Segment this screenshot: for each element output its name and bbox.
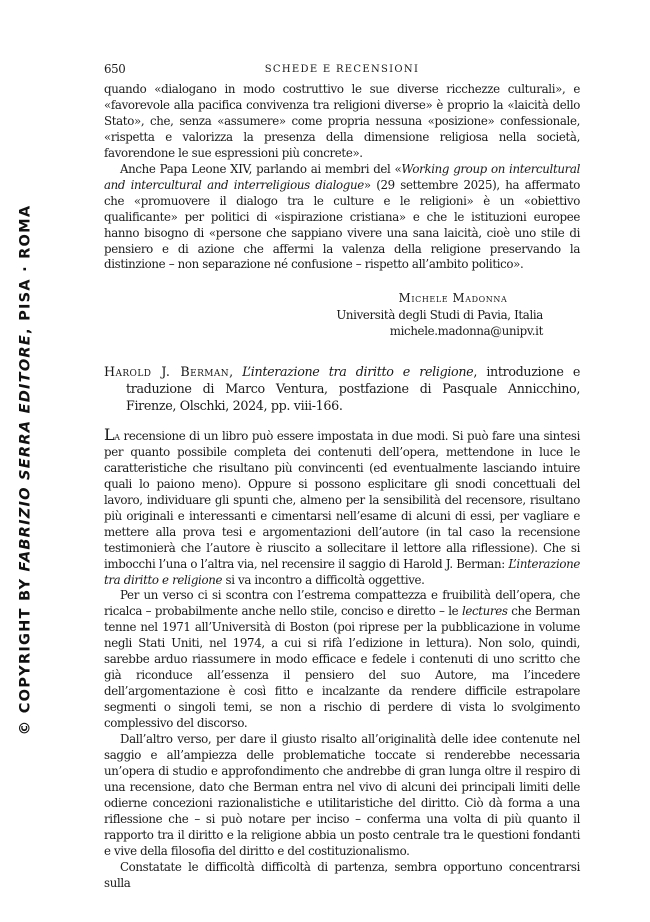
paragraph-text: recensione di un libro può essere impostata in due modi. Si può fare una sintesi per quanto possibile completa dei contenuti dell’opera, mettendone in luce le caratteristiche che risultano più convincenti (ed eventualmente lasciando intuire quali lo paiono meno). Oppure si possono esplicitare gli snodi concettuali del lavoro, individuare gli spunti che, almeno per la sensibilità del recensore, risultano più originali e interessanti e cimentarsi nell’esame di alcuni di essi, per vagliare e mettere alla prova tesi e argomentazioni dell’autore (in tal caso la recensione testimonierà che l’autore è riuscito a sollecitare il lettore alla riflessione). Che si imbocchi l’una o l’altra via, nel recensire il saggio di Harold J. Berman: [104,428,580,571]
copyright-sidebar [0,0,50,922]
paragraph-text: » (29 settembre 2025), ha affermato che «promuovere il dialogo tra le culture e le religioni» è un «obiettivo qualificante» per politici di «ispirazione cristiana» e che le istituzioni europee hanno bisogno di «persone che sappiano vivere una sana laicità, cioè uno stile di pensiero e di azione che affermi la valenza della religione preservando la distinzione – non separazione né confusione – rispetto all’ambito politico». [104,177,580,272]
author-name: Michele Madonna [398,291,508,306]
book-title-inline: L’interazione tra diritto e religione [104,556,580,587]
lectures-term: lectures [461,604,508,619]
publisher-name: FABRIZIO SERRA EDITORE [16,333,34,572]
group-title: Working group on intercultural and intercultural and interreligious dialogue [104,161,581,192]
initial-letter: L [104,424,115,444]
running-title: SCHEDE E RECENSIONI [264,64,420,75]
article-paragraph-2 [104,162,580,274]
page-body [104,62,580,892]
review-paragraph-1 [104,424,580,589]
author-affiliation: Università degli Studi di Pavia, Italia [336,307,543,322]
review-paragraph-2 [104,588,580,732]
book-author: Harold J. Berman [104,363,230,379]
book-title: L’interazione tra diritto e religione [242,363,474,379]
running-header [104,62,580,80]
author-signature [104,290,580,340]
book-details: , introduzione e traduzione di Marco Ventura, postfazione di Pasquale Annicchino, Firenze, Olschki, 2024, pp. viii-166. [126,363,580,413]
paragraph-text: che Berman tenne nel 1971 all’Università di Boston (poi riprese per la pubblicazione in volume negli Stati Uniti, nel 1974, a cui si rifà l’edizione in lettura). Non solo, quindi, sarebbe arduo riassumere in modo efficace e fedele i contenuti di uno scritto che già riconduce all’essenza il pensiero del suo Autore, ma l’incedere dell’argomentazione è così fitto e incalzante da rendere difficile estrapolare segmenti o singoli temi, se non a rischio di perdere di vista lo svolgimento complessivo del discorso. [104,604,580,731]
book-reference [104,363,580,414]
reference-separator: , [229,363,243,379]
copyright-label: © COPYRIGHT BY [16,571,34,736]
paragraph-text: si va incontro a difficoltà oggettive. [222,572,425,587]
review-body [104,424,580,892]
review-paragraph-4: Constatate le difficoltà difficoltà di partenza, sembra opportuno concentrarsi sulla [104,859,580,890]
paragraph-text: Anche Papa Leone XIV, parlando ai membri del « [120,161,402,176]
initial-word-rest: a [114,428,120,443]
copyright-notice [17,205,34,736]
paragraph-text: Per un verso ci si scontra con l’estrema compattezza e fruibilità dell’opera, che ricalca – probabilmente anche nello stile, conciso e diretto – le [104,588,580,619]
article-paragraph-1: quando «dialogano in modo costruttivo le sue diverse ricchezze culturali», e «favorevole alla pacifica convivenza tra religioni diverse» è proprio la «laicità dello Stato», che, senza «assumere» come propria nessuna «posizione» confessionale, «rispetta e valorizza la presenza della dimensione religiosa nella società, favorendone le sue espressioni più concrete». [104,82,580,160]
author-email: michele.madonna@unipv.it [389,324,543,339]
publisher-place: , PISA · ROMA [16,204,34,334]
page-number: 650 [104,62,126,76]
review-paragraph-3: Dall’altro verso, per dare il giusto risalto all’originalità delle idee contenute nel saggio e all’ampiezza delle problematiche toccate si renderebbe necessaria un’opera di studio e approfondimento che andrebbe di gran lunga oltre il respiro di una recensione, dato che Berman entra nel vivo di alcuni dei principali limiti delle odierne concezioni razionalistiche e utilitaristiche del diritto. Ciò dà forma a una riflessione che – si può notare per inciso – conferma una volta di più quanto il rapporto tra il diritto e la religione abbia un posto centrale tra le questioni fondanti e vive della filosofia del diritto e del costituzionalismo. [104,732,580,858]
